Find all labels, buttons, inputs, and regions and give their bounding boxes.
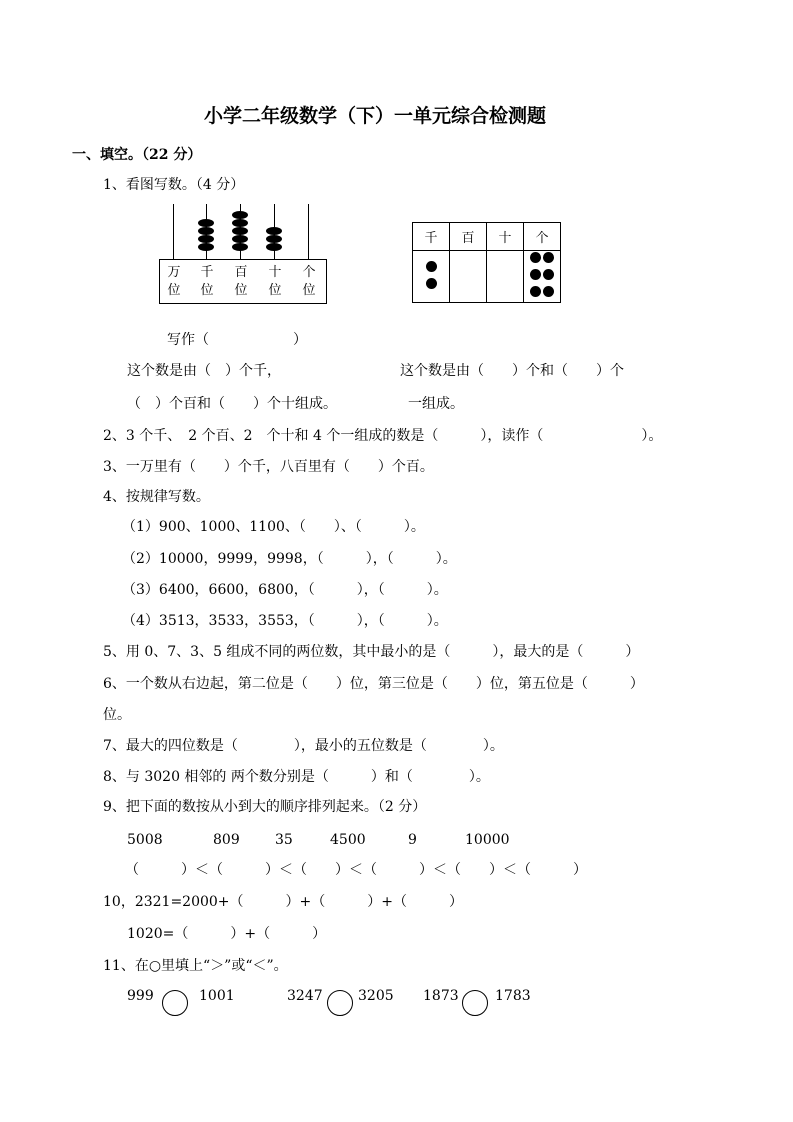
question-4-2: （2）10000，9999，9998，（ ），（ ）。	[122, 551, 457, 567]
counter-dot	[543, 286, 554, 297]
abacus-label: 位	[302, 283, 316, 298]
counter-dot	[426, 278, 437, 289]
abacus-bead	[232, 243, 248, 251]
q9-number: 9	[408, 832, 417, 848]
abacus-label: 位	[200, 283, 214, 298]
compare-left: 1873	[423, 988, 459, 1004]
compare-left: 3247	[287, 988, 323, 1004]
question-6: 6、一个数从右边起，第二位是（ ）位，第三位是（ ）位，第五位是（ ）	[103, 676, 644, 692]
abacus-bead	[198, 243, 214, 251]
question-9: 9、把下面的数按从小到大的顺序排列起来。（2 分）	[103, 799, 427, 815]
table-dot-cell	[487, 251, 524, 303]
question-2: 2、3 个千、 2 个百、2 个十和 4 个一组成的数是（ ），读作（ ）。	[103, 428, 663, 444]
write-as: 写作（ ）	[167, 332, 307, 348]
compare-right: 1001	[199, 988, 235, 1004]
place-value-table	[412, 222, 561, 303]
compare-right: 3205	[358, 988, 394, 1004]
counter-dot	[543, 269, 554, 280]
question-3: 3、一万里有（ ）个千，八百里有（ ）个百。	[103, 459, 434, 475]
question-10b: 1020=（ ）+（ ）	[127, 926, 327, 942]
counter-dot	[530, 286, 541, 297]
question-4-3: （3）6400，6600，6800，（ ），（ ）。	[122, 582, 448, 598]
abacus-bead	[198, 219, 214, 227]
q1-line-1a: 这个数是由（ ）个千，	[127, 363, 281, 379]
compare-right: 1783	[495, 988, 531, 1004]
q9-answer-blanks: （ ）＜（ ）＜（ ）＜（ ）＜（ ）＜（ ）	[125, 862, 587, 878]
abacus-label: 十	[268, 265, 282, 280]
section-heading: 一、填空。（22 分）	[72, 147, 202, 163]
q1-line-2b: 一组成。	[408, 396, 464, 412]
q9-number: 10000	[465, 832, 510, 848]
q1-line-2a: （ ）个百和（ ）个十组成。	[127, 396, 337, 412]
table-header: 千	[413, 223, 450, 251]
compare-circle[interactable]	[327, 990, 353, 1016]
q9-number: 5008	[127, 832, 163, 848]
abacus-rod	[308, 204, 309, 260]
question-1: 1、看图写数。（4 分）	[103, 177, 245, 193]
question-7: 7、最大的四位数是（ ），最小的五位数是（ ）。	[103, 738, 504, 754]
question-4-4: （4）3513，3533，3553，（ ），（ ）。	[122, 613, 448, 629]
counter-dot	[426, 261, 437, 272]
question-5: 5、用 0、7、3、5 组成不同的两位数，其中最小的是（ ），最大的是（ ）	[103, 644, 640, 660]
question-8: 8、与 3020 相邻的 两个数分别是（ ）和（ ）。	[103, 769, 490, 785]
abacus-label: 位	[167, 283, 181, 298]
abacus-label: 个	[302, 265, 316, 280]
abacus-bead	[266, 235, 282, 243]
q1-line-1b: 这个数是由（ ）个和（ ）个	[400, 363, 624, 379]
question-6-cont: 位。	[103, 707, 131, 723]
question-4-1: （1）900、1000、1100、（ ）、（ ）。	[122, 519, 425, 535]
abacus-label: 位	[234, 283, 248, 298]
abacus-label: 千	[200, 265, 214, 280]
abacus-bead	[232, 219, 248, 227]
compare-circle[interactable]	[162, 990, 188, 1016]
table-dot-cell	[450, 251, 487, 303]
counter-dot	[543, 252, 554, 263]
abacus-label-box	[159, 259, 327, 304]
page-title: 小学二年级数学（下）一单元综合检测题	[204, 105, 547, 127]
q9-number: 35	[275, 832, 293, 848]
abacus-rod	[173, 204, 174, 260]
abacus-bead	[198, 227, 214, 235]
abacus-label: 百	[234, 265, 248, 280]
abacus-label: 位	[268, 283, 282, 298]
q9-number: 809	[213, 832, 240, 848]
table-header: 百	[450, 223, 487, 251]
abacus-bead	[198, 235, 214, 243]
abacus-bead	[232, 235, 248, 243]
question-11: 11、在○里填上“＞”或“＜”。	[103, 958, 288, 974]
abacus-label: 万	[167, 265, 181, 280]
compare-circle[interactable]	[462, 990, 488, 1016]
abacus-bead	[266, 227, 282, 235]
counter-dot	[530, 252, 541, 263]
table-header: 十	[487, 223, 524, 251]
compare-left: 999	[127, 988, 154, 1004]
counter-dot	[530, 269, 541, 280]
table-dot-cell	[413, 251, 450, 303]
table-header: 个	[524, 223, 561, 251]
table-dot-cell	[524, 251, 561, 303]
abacus-bead	[232, 211, 248, 219]
q9-number: 4500	[330, 832, 366, 848]
question-4: 4、按规律写数。	[103, 489, 210, 505]
abacus-bead	[232, 227, 248, 235]
question-10: 10，2321=2000+（ ）+（ ）+（ ）	[103, 894, 463, 910]
abacus-bead	[266, 243, 282, 251]
